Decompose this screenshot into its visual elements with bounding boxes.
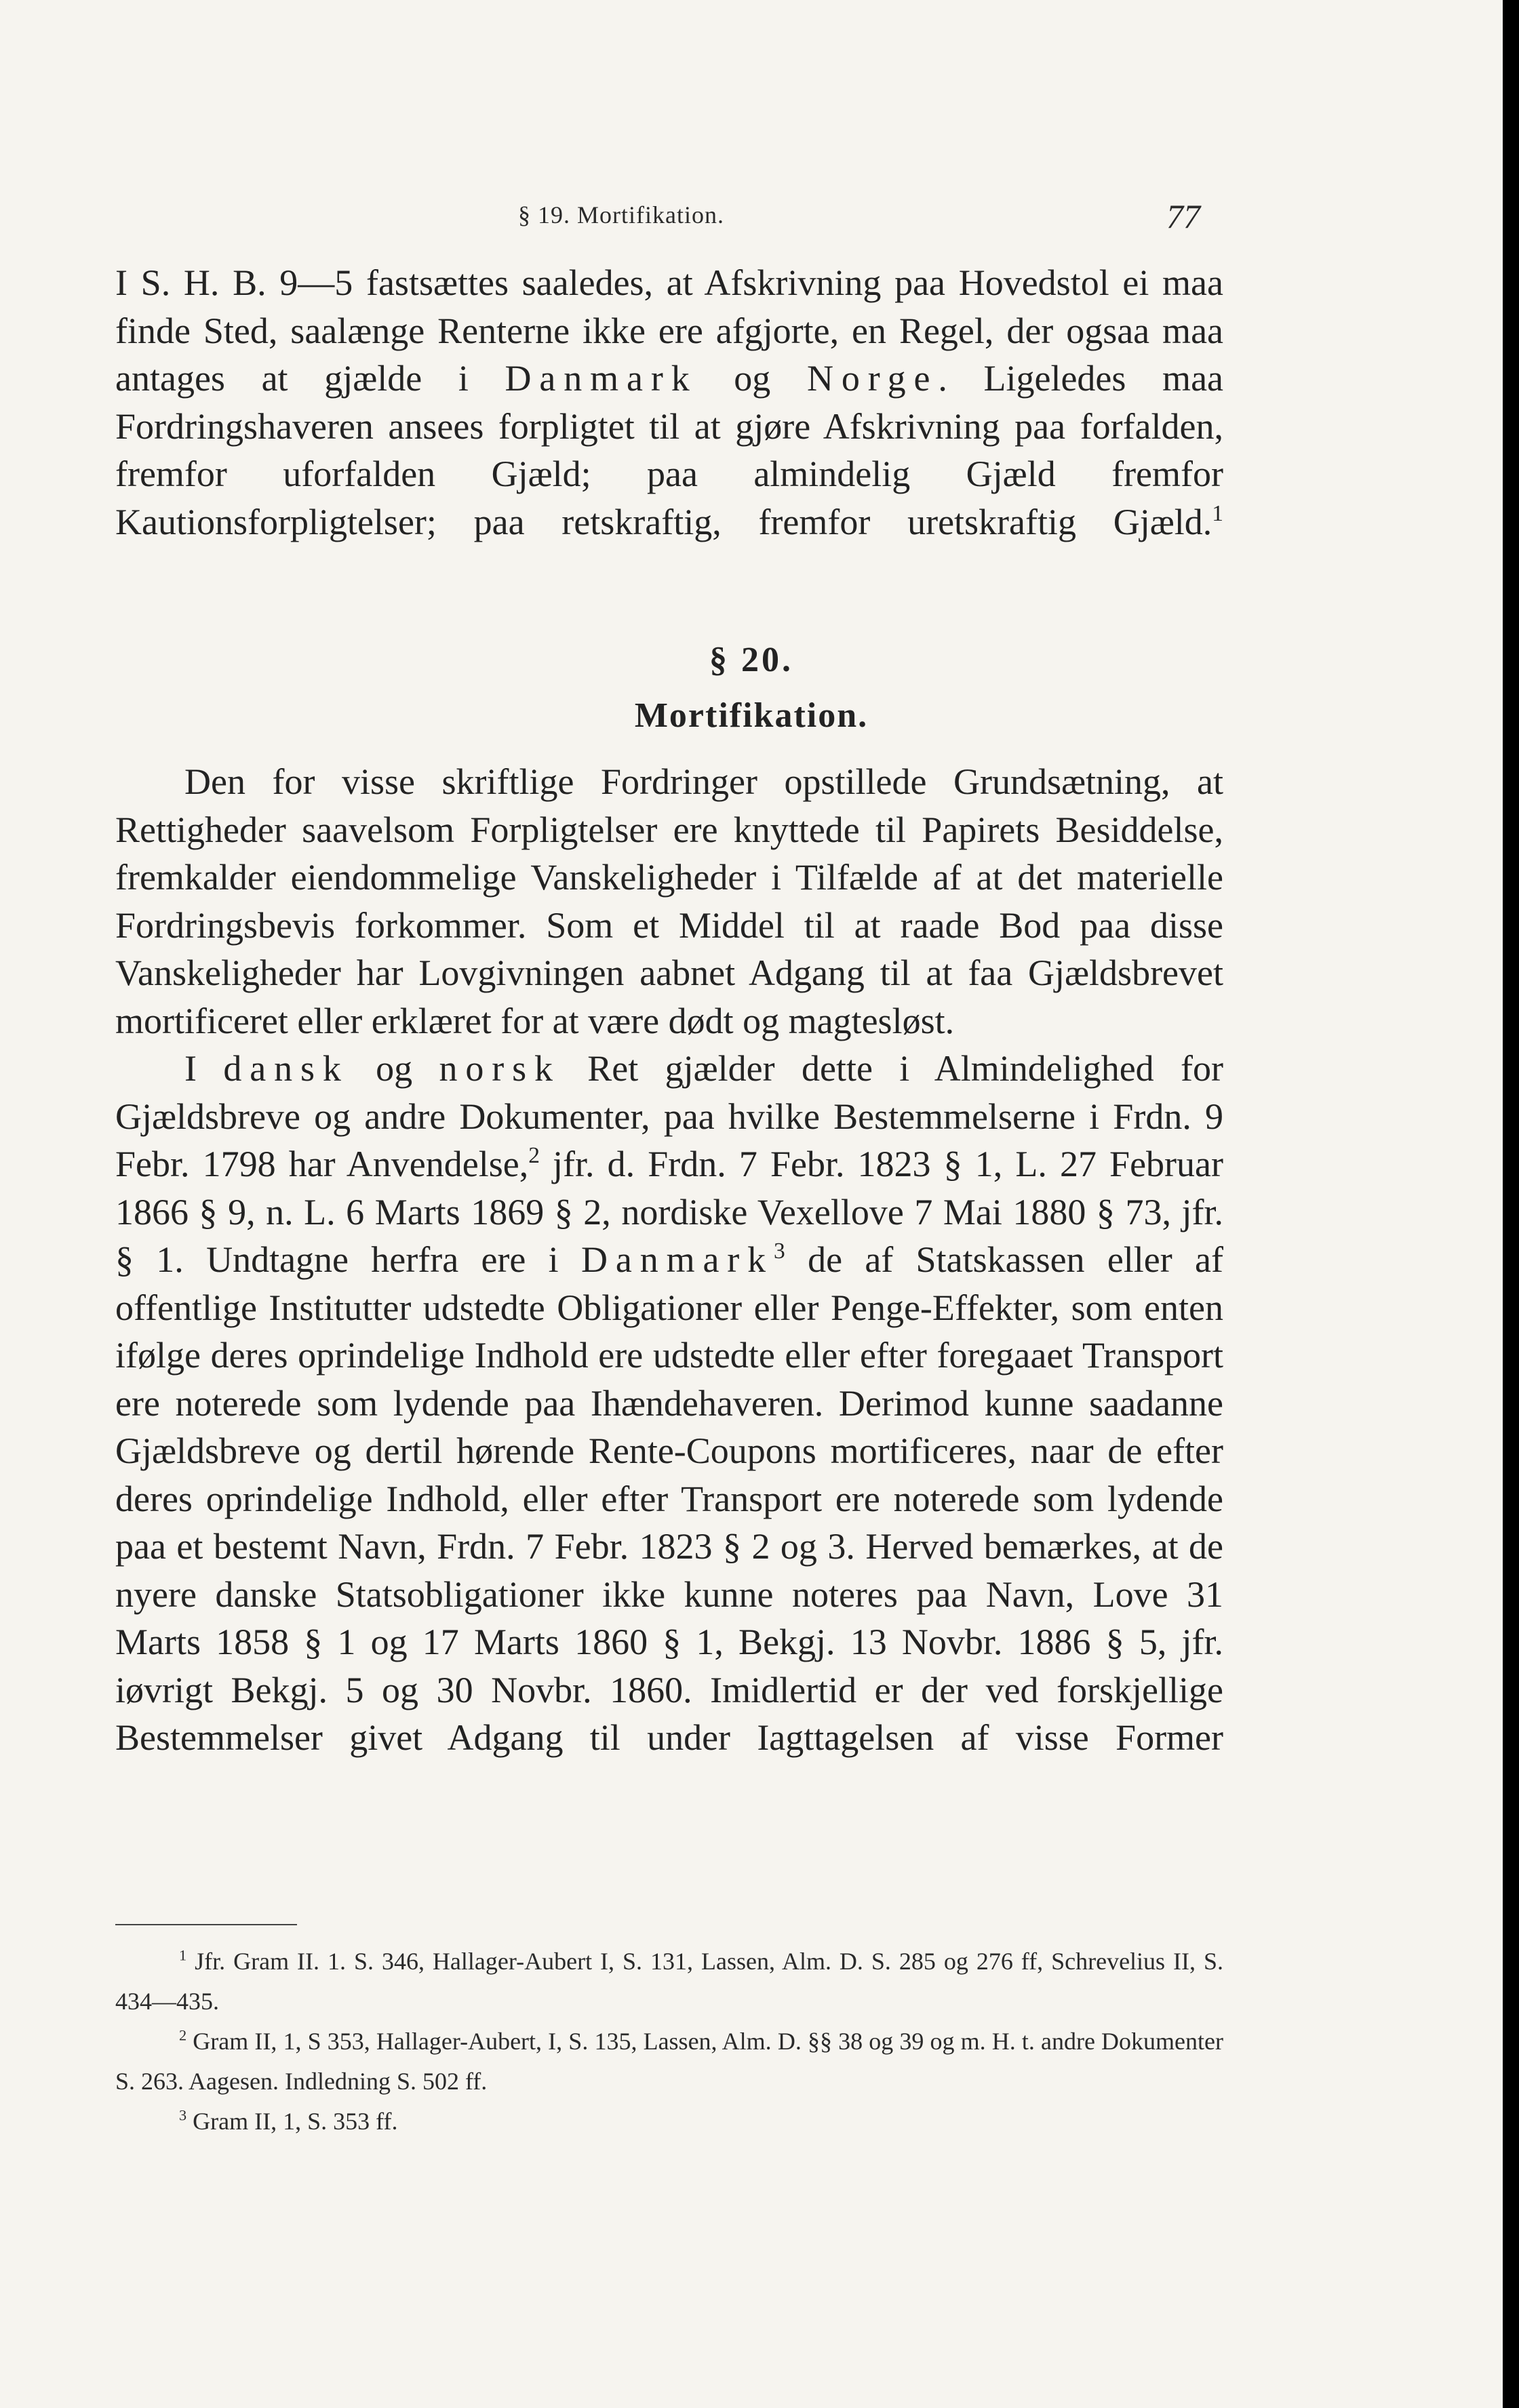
footnote-mark: 1 <box>179 1946 187 1964</box>
intro-paragraph <box>115 259 1223 546</box>
text-run: . Ligeledes maa Fordringshaveren ansees forpligtet til at gjøre Afskrivning paa forfalden, fremfor uforfalden Gjæld; paa almindelig Gjæld fremfor Kautionsforpligtelser; paa retskraftig, fremfor uretskraftig Gjæld. <box>115 358 1223 542</box>
spaced-emphasis: dansk <box>223 1048 349 1089</box>
paragraph <box>115 758 1223 1045</box>
footnote-1 <box>115 1942 1223 2022</box>
spaced-emphasis: Danmark <box>505 358 698 399</box>
spaced-emphasis: Danmark <box>580 1239 774 1280</box>
section-number: § 20. <box>709 641 793 679</box>
footnote-2 <box>115 2022 1223 2102</box>
running-head: § 19. Mortifikation. <box>518 201 724 228</box>
text-run: I <box>184 1048 224 1089</box>
text-run: og <box>697 358 807 399</box>
footnote-mark: 2 <box>179 2026 187 2044</box>
section-title: Mortifikation. <box>634 696 869 735</box>
paragraph <box>115 1045 1223 1762</box>
footnote-text: Gram II, 1, S. 353 ff. <box>186 2108 398 2135</box>
intro-paragraph-text <box>115 259 1223 546</box>
footnote-reference: 3 <box>774 1238 785 1264</box>
text-run: jfr. d. Frdn. 7 Febr. 1823 § 1, L. 27 Februar 1866 § 9, n. L. 6 Marts 1869 § 2, nordiske Vexellove 7 Mai 1880 § 73, jfr. § 1. Undtagne herfra ere i <box>115 1144 1223 1280</box>
footnote-3 <box>115 2102 1223 2142</box>
section-body <box>115 758 1223 1762</box>
footnote-divider <box>115 1924 297 1925</box>
text-run: I S. H. B. 9—5 fastsættes saaledes, at Afskrivning paa Hovedstol ei maa finde Sted, saalænge Renterne ikke ere afgjorte, en Regel, der ogsaa maa antages at gjælde i <box>115 262 1223 399</box>
footnote-reference: 1 <box>1212 500 1223 526</box>
footnote-text: Jfr. Gram II. 1. S. 346, Hallager-Aubert I, S. 131, Lassen, Alm. D. S. 285 og 276 ff, Schrevelius II, S. 434—435. <box>115 1948 1223 2015</box>
page-number: 77 <box>1166 197 1200 235</box>
spaced-emphasis: Norge <box>806 358 939 399</box>
footnote-text: Gram II, 1, S 353, Hallager-Aubert, I, S. 135, Lassen, Alm. D. §§ 38 og 39 og m. H. t. andre Dokumenter S. 263. Aagesen. Indledning S. 502 ff. <box>115 2028 1223 2095</box>
text-run: Ret gjælder dette i Almindelighed for Gjældsbreve og andre Dokumenter, paa hvilke Bestemmelserne i Frdn. 9 Febr. 1798 har Anvendelse, <box>115 1048 1223 1184</box>
footnote-mark: 3 <box>179 2106 187 2124</box>
text-run: og <box>349 1048 439 1089</box>
text-run: de af Statskassen eller af offentlige Institutter udstedte Obligationer eller Penge-Effekter, som enten ifølge deres oprindelige Indhold ere udstedte eller efter foregaaet Transport ere noterede som lydende paa Ihændehaveren. Derimod kunne saadanne Gjældsbreve og dertil hørende Rente-Coupons mortificeres, naar de efter deres oprindelige Indhold, eller efter Transport ere noterede som lydende paa et bestemt Navn, Frdn. 7 Febr. 1823 § 2 og 3. Herved bemærkes, at de nyere danske Statsobligationer ikke kunne noteres paa Navn, Love 31 Marts 1858 § 1 og 17 Marts 1860 § 1, Bekgj. 13 Novbr. 1886 § 5, jfr. iøvrigt Bekgj. 5 og 30 Novbr. 1860. Imidlertid er der ved forskjellige Bestemmelser givet Adgang til under Iagttagelsen af visse Former <box>115 1239 1223 1758</box>
text-run: Den for visse skriftlige Fordringer opstillede Grundsætning, at Rettigheder saavelsom Forpligtelser ere knyttede til Papirets Besiddelse, fremkalder eiendommelige Vanskeligheder i Tilfælde af at det materielle Fordringsbevis forkommer. Som et Middel til at raade Bod paa disse Vanskeligheder har Lovgivningen aabnet Adgang til at faa Gjældsbrevet mortificeret eller erklæret for at være dødt og magtesløst. <box>115 761 1223 1041</box>
footnotes <box>115 1942 1223 2142</box>
footnote-reference: 2 <box>528 1142 540 1168</box>
spaced-emphasis: norsk <box>439 1048 561 1089</box>
